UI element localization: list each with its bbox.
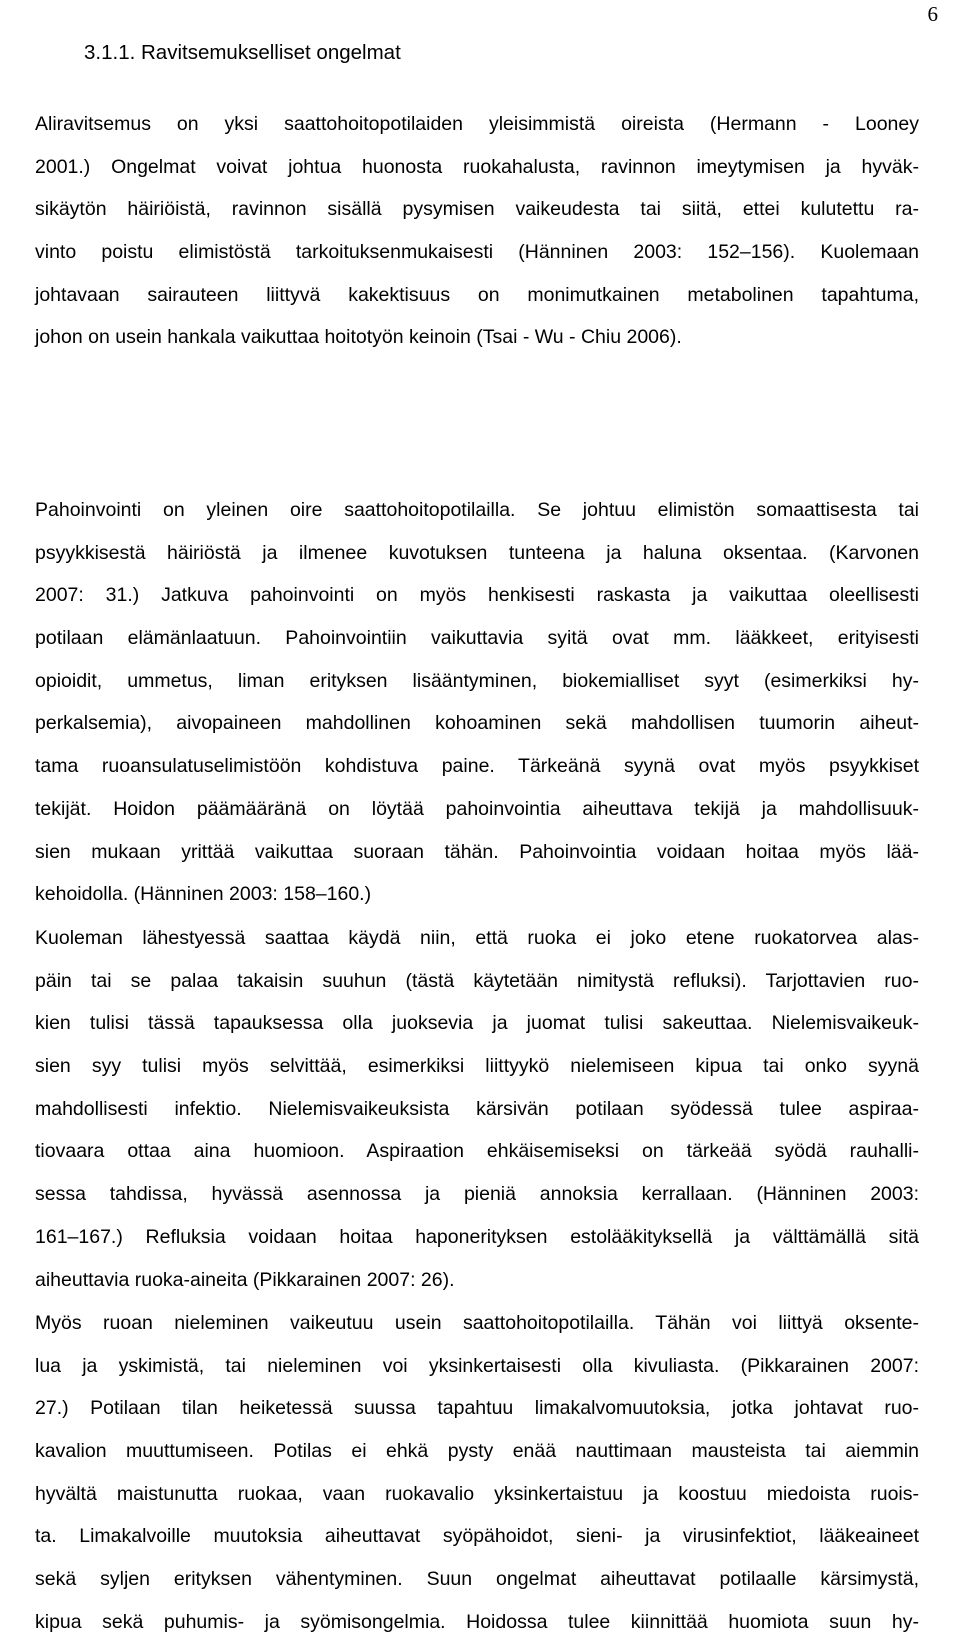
text-line: kien tulisi tässä tapauksessa olla juoksevia ja juomat tulisi sakeuttaa. Nielemisvaikeuk- (35, 1012, 919, 1035)
text-line: sikäytön häiriöistä, ravinnon sisällä pysymisen vaikeudesta tai siitä, ettei kulutettu ra- (35, 198, 919, 221)
text-line: kipua sekä puhumis- ja syömisongelmia. Hoidossa tulee kiinnittää huomiota suun hy- (35, 1610, 919, 1633)
text-line: ta. Limakalvoille muutoksia aiheuttavat syöpähoidot, sieni- ja virusinfektiot, lääkeaineet (35, 1525, 919, 1548)
text-line: mahdollisesti infektio. Nielemisvaikeuksista kärsivän potilaan syödessä tulee aspiraa- (35, 1097, 919, 1120)
text-line: 27.) Potilaan tilan heiketessä suussa tapahtuu limakalvomuutoksia, jotka johtavat ruo- (35, 1397, 919, 1420)
text-line: sien syy tulisi myös selvittää, esimerkiksi liittyykö nielemiseen kipua tai onko syynä (35, 1055, 919, 1078)
text-line: johon on usein hankala vaikuttaa hoitotyön keinoin (Tsai - Wu - Chiu 2006). (35, 326, 682, 349)
text-line: perkalsemia), aivopaineen mahdollinen kohoaminen sekä mahdollisen tuumorin aiheut- (35, 712, 919, 735)
text-line: Myös ruoan nieleminen vaikeutuu usein saattohoitopotilailla. Tähän voi liittyä oksente- (35, 1312, 919, 1334)
section-heading: 3.1.1. Ravitsemukselliset ongelmat (84, 41, 401, 64)
text-line: lua ja yskimistä, tai nieleminen voi yksinkertaisesti olla kivuliasta. (Pikkarainen 2007: (35, 1354, 919, 1377)
paragraph-nausea (35, 489, 919, 916)
text-line: 2007: 31.) Jatkuva pahoinvointi on myös henkisesti raskasta ja vaikuttaa oleellisesti (35, 584, 919, 607)
text-line: psyykkisestä häiriöstä ja ilmenee kuvotuksen tunteena ja haluna oksentaa. (Karvonen (35, 541, 919, 564)
text-line: 2001.) Ongelmat voivat johtua huonosta ruokahalusta, ravinnon imeytymisen ja hyväk- (35, 155, 919, 178)
text-line: potilaan elämänlaatuun. Pahoinvointiin vaikuttavia syitä ovat mm. lääkkeet, erityisesti (35, 627, 919, 650)
text-line: 161–167.) Refluksia voidaan hoitaa haponerityksen estolääkityksellä ja välttämällä sitä (35, 1225, 919, 1248)
text-line: kavalion muuttumiseen. Potilas ei ehkä pysty enää nauttimaan mausteista tai aiemmin (35, 1440, 919, 1463)
paragraph-oral-changes (35, 1302, 919, 1644)
text-line: hyvältä maistunutta ruokaa, vaan ruokavalio yksinkertaistuu ja koostuu miedoista ruois- (35, 1482, 919, 1505)
paragraph-malnutrition (35, 103, 919, 359)
text-line: tiovaara ottaa aina huomioon. Aspiraation ehkäisemiseksi on tärkeää syödä rauhalli- (35, 1140, 919, 1163)
text-line: Aliravitsemus on yksi saattohoitopotilaiden yleisimmistä oireista (Hermann - Looney (35, 113, 919, 135)
text-line: opioidit, ummetus, liman erityksen lisääntyminen, biokemialliset syyt (esimerkiksi hy- (35, 669, 919, 692)
text-line: Pahoinvointi on yleinen oire saattohoitopotilailla. Se johtuu elimistön somaattisesta tai (35, 499, 919, 521)
text-line: kehoidolla. (Hänninen 2003: 158–160.) (35, 883, 372, 906)
text-line: aiheuttavia ruoka-aineita (Pikkarainen 2007: 26). (35, 1268, 455, 1291)
text-line: sien mukaan yrittää vaikuttaa suoraan tähän. Pahoinvointia voidaan hoitaa myös lää- (35, 840, 919, 863)
text-line: Kuoleman lähestyessä saattaa käydä niin, että ruoka ei joko etene ruokatorvea alas- (35, 927, 919, 949)
text-line: päin tai se palaa takaisin suuhun (tästä käytetään nimitystä refluksi). Tarjottavien ruo- (35, 969, 919, 992)
text-line: sessa tahdissa, hyvässä asennossa ja pieniä annoksia kerrallaan. (Hänninen 2003: (35, 1183, 919, 1206)
paragraph-swallowing-reflux (35, 917, 919, 1301)
text-line: vinto poistu elimistöstä tarkoituksenmukaisesti (Hänninen 2003: 152–156). Kuolemaan (35, 241, 919, 264)
text-line: tama ruoansulatuselimistöön kohdistuva paine. Tärkeänä syynä ovat myös psyykkiset (35, 755, 919, 778)
text-line: sekä syljen erityksen vähentyminen. Suun ongelmat aiheuttavat potilaalle kärsimystä, (35, 1568, 919, 1591)
text-line: tekijät. Hoidon päämääränä on löytää pahoinvointia aiheuttava tekijä ja mahdollisuuk- (35, 797, 919, 820)
page-number: 6 (927, 2, 938, 26)
text-line: johtavaan sairauteen liittyvä kakektisuus on monimutkainen metabolinen tapahtuma, (35, 283, 919, 306)
